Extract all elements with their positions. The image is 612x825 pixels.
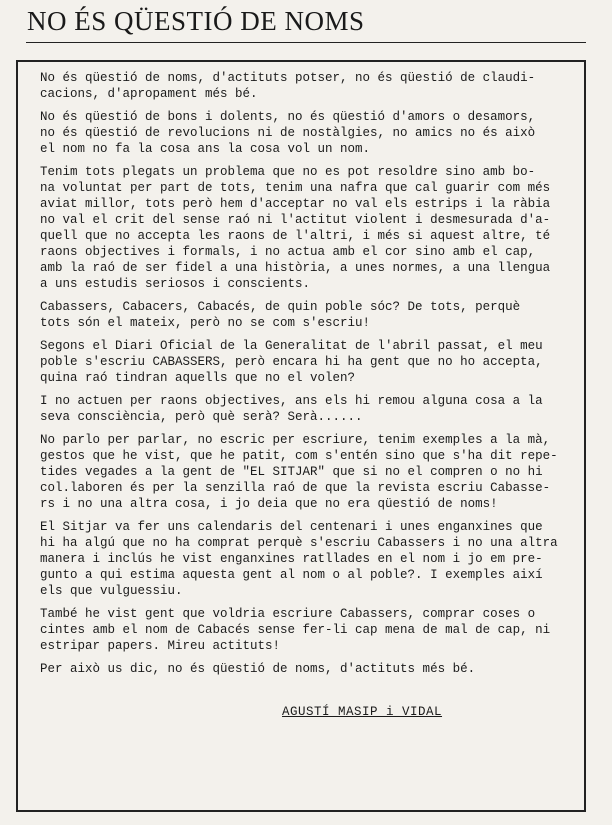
article-body xyxy=(40,70,594,684)
text-line: tots són el mateix, però no se com s'escriu! xyxy=(40,316,371,330)
paragraph xyxy=(40,164,594,292)
text-line: manera i inclús he vist enganxines ratllades en el nom i jo em pre- xyxy=(40,552,543,566)
text-line: El Sitjar va fer uns calendaris del centenari i unes enganxines que xyxy=(40,520,543,534)
text-line: Cabassers, Cabacers, Cabacés, de quin poble sóc? De tots, perquè xyxy=(40,300,521,314)
text-line: quina raó tindran aquells que no el volen? xyxy=(40,371,356,385)
paragraph xyxy=(40,519,594,599)
text-line: no val el crit del sense raó ni l'actitut violent i desmesurada d'a- xyxy=(40,213,551,227)
text-line: quell que no accepta les raons de l'altri, i més si aquest altre, té xyxy=(40,229,551,243)
text-line: gunto a qui estima aquesta gent al nom o al poble?. I exemples així xyxy=(40,568,543,582)
text-line: gestos que he vist, que he patit, com s'entén sino que s'ha dit repe- xyxy=(40,449,558,463)
text-line: poble s'escriu CABASSERS, però encara hi ha gent que no ho accepta, xyxy=(40,355,543,369)
paragraph xyxy=(40,299,594,331)
paragraph xyxy=(40,70,594,102)
text-line: na voluntat per part de tots, tenim una nafra que cal guarir com més xyxy=(40,181,551,195)
text-line: rs i no una altra cosa, i jo deia que no era qüestió de noms! xyxy=(40,497,498,511)
text-line: No és qüestió de noms, d'actituts potser, no és qüestió de claudi- xyxy=(40,71,536,85)
paragraph xyxy=(40,109,594,157)
paragraph xyxy=(40,393,594,425)
paragraph xyxy=(40,338,594,386)
text-line: Per això us dic, no és qüestió de noms, d'actituts més bé. xyxy=(40,662,476,676)
text-line: seva consciència, però què serà? Serà...... xyxy=(40,410,363,424)
text-line: Tenim tots plegats un problema que no es pot resoldre sino amb bo- xyxy=(40,165,536,179)
text-line: estripar papers. Mireu actituts! xyxy=(40,639,281,653)
text-line: No parlo per parlar, no escric per escriure, tenim exemples a la mà, xyxy=(40,433,551,447)
text-line: També he vist gent que voldria escriure Cabassers, comprar coses o xyxy=(40,607,536,621)
text-line: cintes amb el nom de Cabacés sense fer-li cap mena de mal de cap, ni xyxy=(40,623,551,637)
text-line: els que vulguessiu. xyxy=(40,584,183,598)
text-line: I no actuen per raons objectives, ans els hi remou alguna cosa a la xyxy=(40,394,543,408)
text-line: amb la raó de ser fidel a una història, a unes normes, a una llengua xyxy=(40,261,551,275)
article-title: NO ÉS QÜESTIÓ DE NOMS xyxy=(27,6,365,36)
paragraph xyxy=(40,606,594,654)
paragraph xyxy=(40,661,594,677)
text-line: cacions, d'apropament més bé. xyxy=(40,87,258,101)
text-line: hi ha algú que no ha comprat perquè s'escriu Cabassers i no una altra xyxy=(40,536,558,550)
text-line: aviat millor, tots però hem d'acceptar no val els estrips i la ràbia xyxy=(40,197,551,211)
text-line: no és qüestió de revolucions ni de nostàlgies, no amics no és això xyxy=(40,126,536,140)
text-line: raons objectives i formals, i no actua amb el cor sino amb el cap, xyxy=(40,245,536,259)
title-underline xyxy=(26,42,586,43)
author-signature: AGUSTÍ MASIP i VIDAL xyxy=(282,705,443,719)
text-line: a uns estudis seriosos i conscients. xyxy=(40,277,311,291)
text-line: tides vegades a la gent de "EL SITJAR" que si no el compren o no hi xyxy=(40,465,543,479)
text-line: col.laboren és per la senzilla raó de que la revista escriu Cabasse- xyxy=(40,481,551,495)
paragraph xyxy=(40,432,594,512)
text-line: Segons el Diari Oficial de la Generalitat de l'abril passat, el meu xyxy=(40,339,543,353)
text-line: el nom no fa la cosa ans la cosa vol un nom. xyxy=(40,142,371,156)
text-line: No és qüestió de bons i dolents, no és qüestió d'amors o desamors, xyxy=(40,110,536,124)
